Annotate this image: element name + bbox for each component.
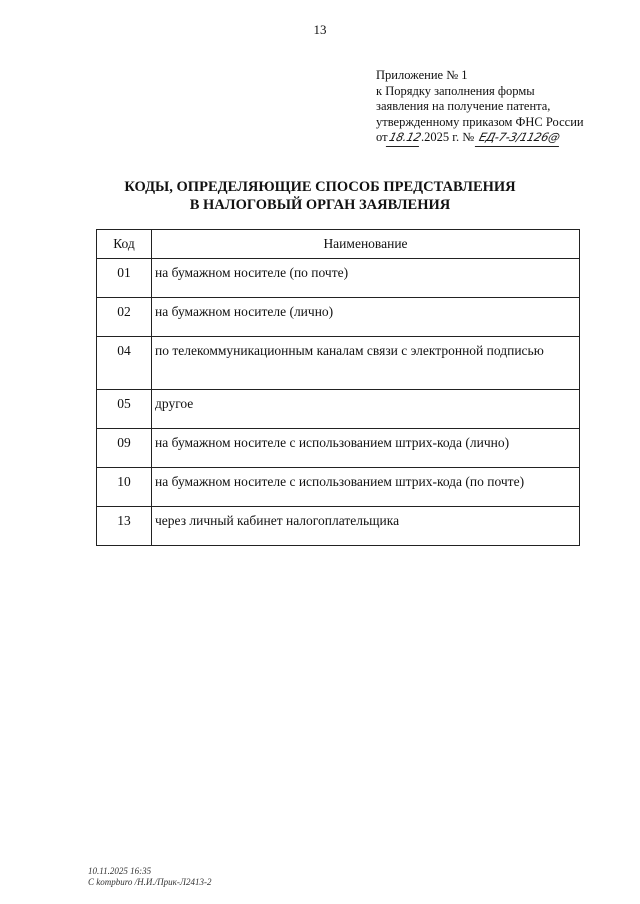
codes-table bbox=[96, 229, 580, 546]
title-line: КОДЫ, ОПРЕДЕЛЯЮЩИЕ СПОСОБ ПРЕДСТАВЛЕНИЯ bbox=[124, 179, 516, 195]
order-year: .2025 г. № bbox=[421, 130, 475, 144]
cell-code: 01 bbox=[97, 259, 152, 298]
table-row bbox=[97, 259, 580, 298]
handwritten-order-date: 18.12 bbox=[386, 130, 424, 147]
table-header-row bbox=[97, 230, 580, 259]
cell-code: 04 bbox=[97, 337, 152, 390]
title-line: В НАЛОГОВЫЙ ОРГАН ЗАЯВЛЕНИЯ bbox=[189, 197, 451, 213]
footer-stamp bbox=[88, 866, 211, 888]
cell-code: 05 bbox=[97, 390, 152, 429]
order-line bbox=[376, 130, 616, 147]
appendix-line: Приложение № 1 bbox=[376, 68, 468, 82]
cell-code: 10 bbox=[97, 468, 152, 507]
cell-name: через личный кабинет налогоплательщика bbox=[152, 507, 580, 546]
table-row bbox=[97, 337, 580, 390]
cell-name: на бумажном носителе с использованием штрих-кода (по почте) bbox=[152, 468, 580, 507]
header-name: Наименование bbox=[152, 230, 580, 259]
document-title bbox=[0, 178, 640, 214]
footer-line: C kompburo /Н.И./Прик-Л2413-2 bbox=[88, 877, 212, 887]
footer-line: 10.11.2025 16:35 bbox=[88, 866, 152, 876]
cell-code: 02 bbox=[97, 298, 152, 337]
cell-name: на бумажном носителе (по почте) bbox=[152, 259, 580, 298]
appendix-block bbox=[376, 68, 616, 147]
cell-name: на бумажном носителе с использованием штрих-кода (лично) bbox=[152, 429, 580, 468]
order-prefix: от bbox=[376, 130, 388, 144]
table-row bbox=[97, 507, 580, 546]
page-number: 13 bbox=[313, 22, 327, 37]
header-code: Код bbox=[97, 230, 152, 259]
cell-name: на бумажном носителе (лично) bbox=[152, 298, 580, 337]
table-row bbox=[97, 298, 580, 337]
cell-code: 13 bbox=[97, 507, 152, 546]
appendix-line: к Порядку заполнения формы bbox=[376, 83, 535, 98]
appendix-line: утвержденному приказом ФНС России bbox=[376, 114, 584, 129]
cell-code: 09 bbox=[97, 429, 152, 468]
handwritten-order-number: ЕД-7-3/1126@ bbox=[475, 130, 563, 147]
cell-name: другое bbox=[152, 390, 580, 429]
table-row bbox=[97, 429, 580, 468]
table-row bbox=[97, 468, 580, 507]
appendix-line: заявления на получение патента, bbox=[376, 99, 551, 113]
table-row bbox=[97, 390, 580, 429]
cell-name: по телекоммуникационным каналам связи с электронной подписью bbox=[152, 337, 580, 390]
